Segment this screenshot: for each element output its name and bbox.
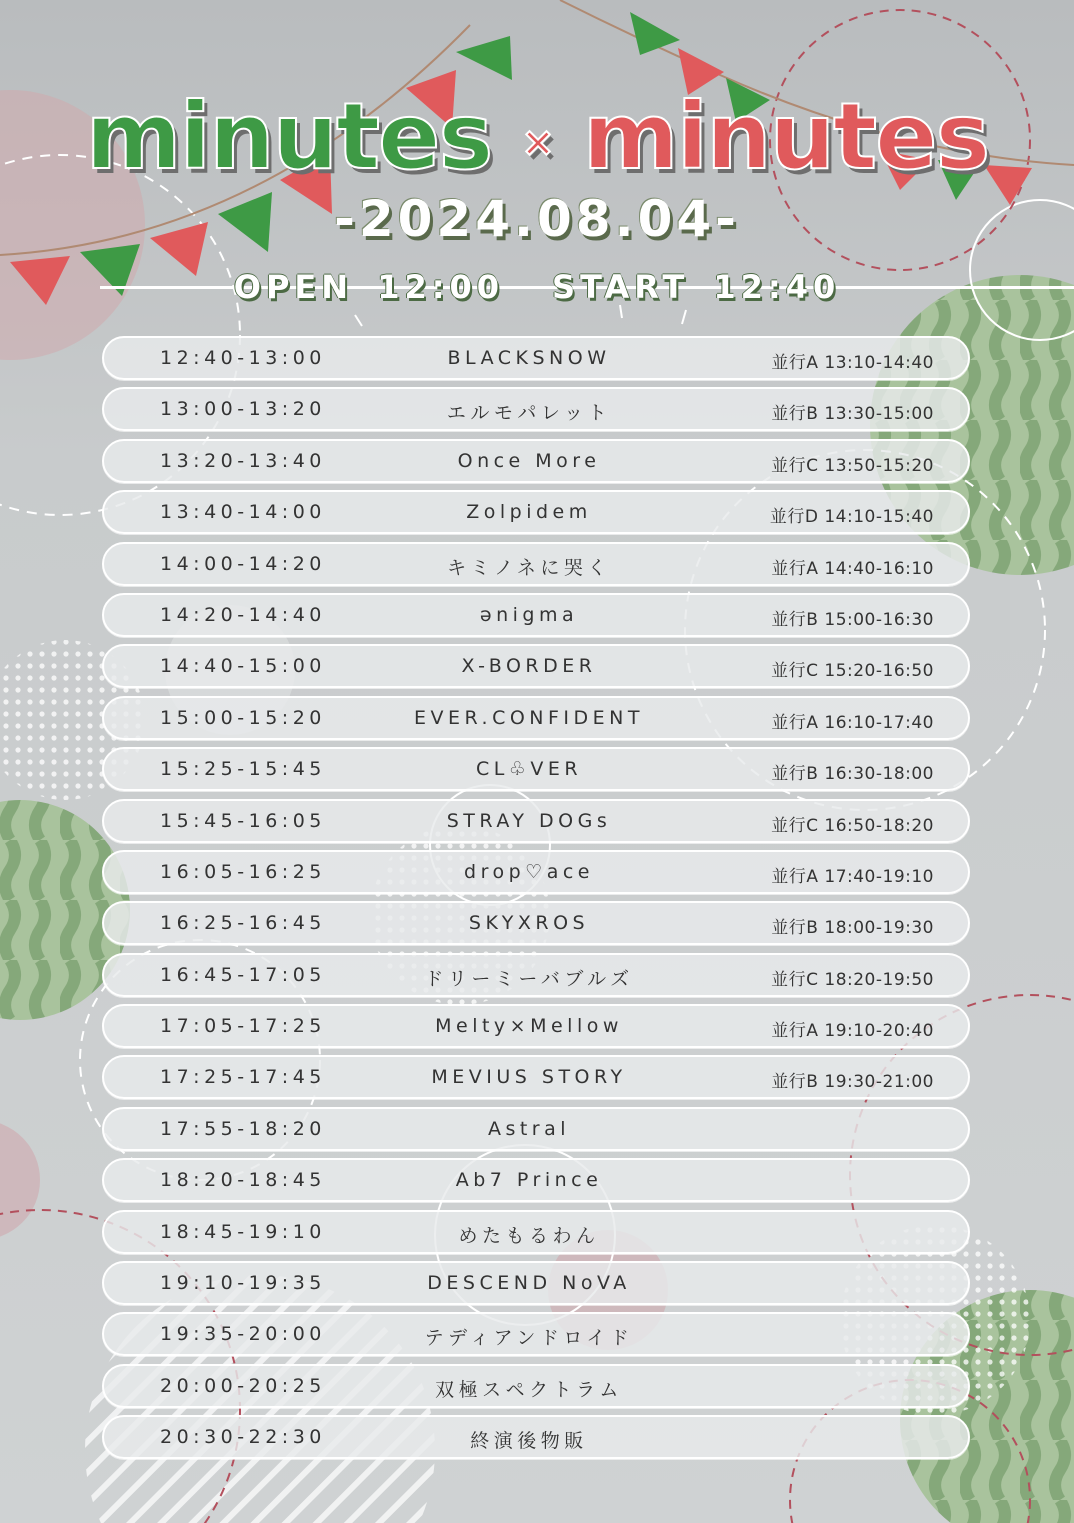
timetable-row [102,850,970,894]
title-separator: × [521,119,553,166]
slot-time: 20:00-20:25 [160,1374,326,1397]
parallel-session: 並行D 14:10-15:40 [769,507,934,528]
act-name: ənigma [479,603,579,626]
slot-time: 17:05-17:25 [160,1015,326,1038]
slot-time: 15:45-16:05 [160,809,326,832]
timetable [102,336,970,1467]
act-name: Melty×Mellow [435,1015,623,1038]
act-name: ドリーミーバブルズ [424,967,634,990]
slot-time: 19:35-20:00 [160,1323,326,1346]
parallel-session: 並行B 13:30-15:00 [771,404,934,425]
parallel-session: 並行B 19:30-21:00 [771,1072,934,1093]
act-name: Astral [487,1117,571,1140]
parallel-session: 並行C 15:20-16:50 [771,661,934,682]
timetable-row [102,490,970,534]
slot-time: 14:00-14:20 [160,552,326,575]
slot-time: 14:40-15:00 [160,655,326,678]
act-name: キミノネに哭く [447,556,611,579]
parallel-session: 並行C 13:50-15:20 [771,455,934,476]
act-name: 終演後物販 [470,1430,588,1453]
event-date: -2024.08.04- [334,190,740,248]
parallel-session: 並行A 14:40-16:10 [771,558,934,579]
timetable-row [102,336,970,380]
parallel-session: 並行B 16:30-18:00 [771,764,934,785]
act-name: Zolpidem [466,501,592,524]
act-name: MEVIUS STORY [431,1066,627,1089]
act-name: drop♡ace [464,860,594,883]
timetable-row [102,696,970,740]
timetable-row [102,1055,970,1099]
act-name: CL♧VER [475,758,583,781]
slot-time: 16:45-17:05 [160,963,326,986]
timetable-row [102,1261,970,1305]
timetable-row [102,542,970,586]
parallel-session: 並行A 16:10-17:40 [771,712,934,733]
title-right: minutes [582,83,989,190]
timetable-row [102,387,970,431]
slot-time: 13:00-13:20 [160,398,326,421]
parallel-session: 並行A 19:10-20:40 [771,1021,934,1042]
slot-time: 15:00-15:20 [160,706,326,729]
parallel-session: 並行C 18:20-19:50 [771,969,934,990]
slot-time: 16:05-16:25 [160,860,326,883]
timetable-row [102,1364,970,1408]
act-name: EVER.CONFIDENT [414,706,644,729]
slot-time: 20:30-22:30 [160,1426,326,1449]
act-name: BLACKSNOW [447,347,611,369]
start-time: START 12:40 [552,268,841,306]
timetable-row [102,593,970,637]
act-name: テディアンドロイド [424,1327,634,1350]
act-name: X-BORDER [461,655,597,678]
slot-time: 16:25-16:45 [160,912,326,935]
slot-time: 12:40-13:00 [160,347,326,369]
timetable-row [102,644,970,688]
act-name: エルモパレット [446,402,612,425]
act-name: Once More [457,449,601,472]
parallel-session: 並行B 18:00-19:30 [771,918,934,939]
slot-time: 13:20-13:40 [160,449,326,472]
act-name: DESCEND NoVA [427,1272,631,1295]
slot-time: 15:25-15:45 [160,758,326,781]
timetable-row [102,439,970,483]
act-name: STRAY DOGs [446,809,612,832]
act-name: めたもるわん [458,1224,600,1247]
timetable-row [102,747,970,791]
timetable-row [102,953,970,997]
parallel-session: 並行C 16:50-18:20 [771,815,934,836]
slot-time: 19:10-19:35 [160,1272,326,1295]
slot-time: 18:45-19:10 [160,1220,326,1243]
timetable-row [102,1312,970,1356]
slot-time: 17:25-17:45 [160,1066,326,1089]
event-title [0,82,1074,198]
parallel-session: 並行A 13:10-14:40 [771,353,934,373]
parallel-session: 並行B 15:00-16:30 [771,609,934,630]
act-name: 双極スペクトラム [435,1378,623,1401]
open-time: OPEN 12:00 [233,268,505,306]
timetable-row [102,1107,970,1151]
open-start-times [0,268,1074,306]
slot-time: 13:40-14:00 [160,501,326,524]
timetable-row [102,799,970,843]
timetable-row [102,901,970,945]
timetable-row [102,1210,970,1254]
slot-time: 18:20-18:45 [160,1169,326,1192]
timetable-row [102,1415,970,1459]
slot-time: 14:20-14:40 [160,603,326,626]
timetable-row [102,1004,970,1048]
act-name: Ab7 Prince [455,1169,603,1192]
timetable-row [102,1158,970,1202]
slot-time: 17:55-18:20 [160,1117,326,1140]
parallel-session: 並行A 17:40-19:10 [771,866,934,887]
title-left: minutes [85,83,492,190]
act-name: SKYXROS [468,912,590,935]
